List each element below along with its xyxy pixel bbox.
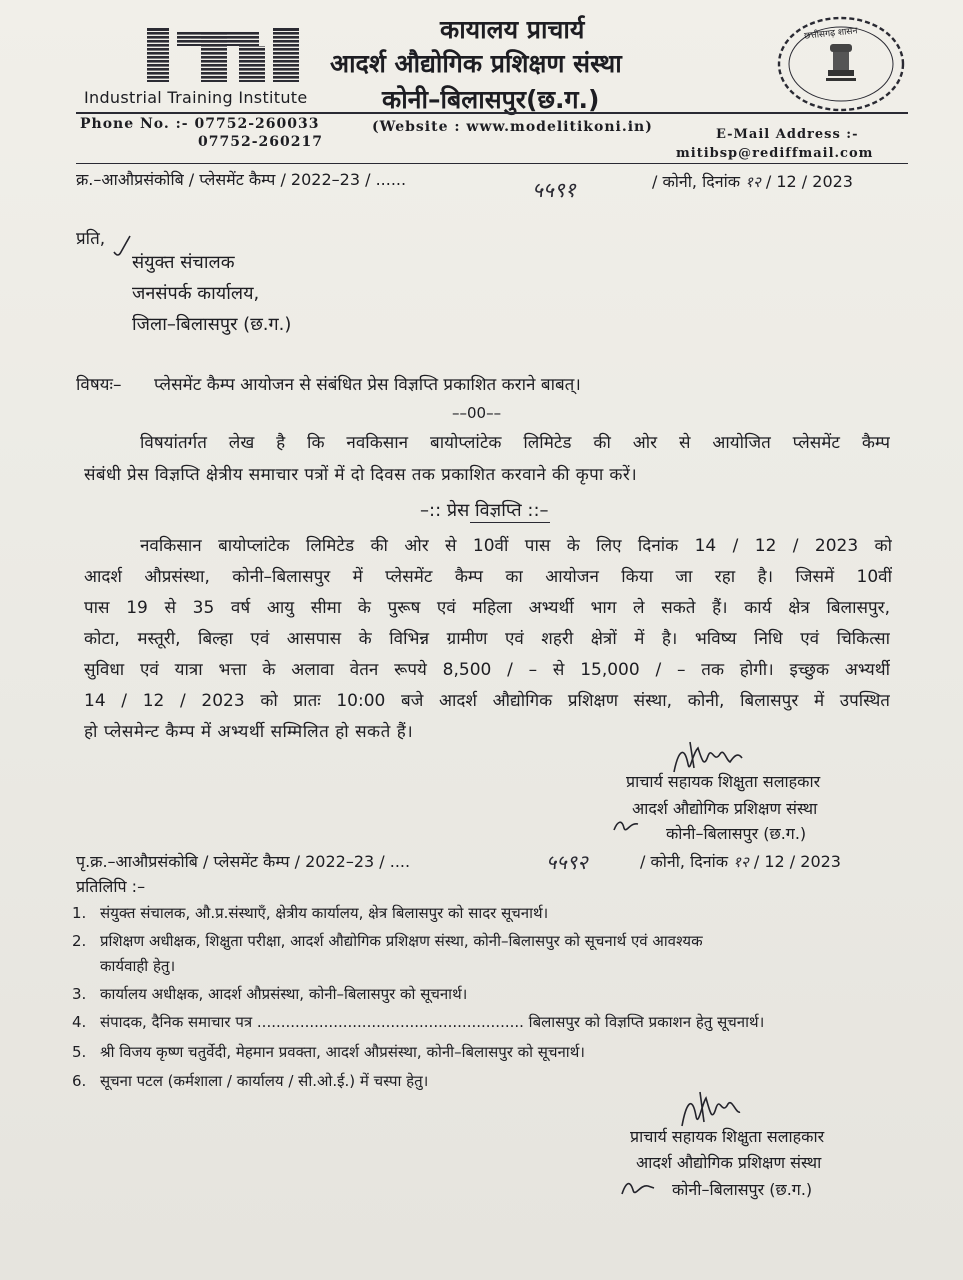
copy-item-3 [72,984,467,1004]
press-release-heading: –:: प्रेस विज्ञप्ति ::– [420,500,549,521]
copy-date-prefix: / कोनी, दिनांक [640,852,729,871]
email-label: E-Mail Address :- [716,127,859,142]
institute-location: कोनी–बिलासपुर(छ.ग.) [382,85,600,114]
copy-date-rest: / 12 / 2023 [753,852,841,871]
copy-reference-date [640,850,841,872]
date-day-handwritten: १२ [745,173,761,191]
copy-item-5 [72,1042,585,1062]
phone-number: Phone No. :- 07752-260033 [80,116,320,132]
press-line-4: कोटा, मस्तूरी, बिल्हा एवं आसपास के विभिन्न ग्रामीण एवं शहरी क्षेत्रों में है। भविष्य निधि एवं चिकित्सा [84,629,890,649]
website-link: (Website : www.modelitikoni.in) [372,119,653,135]
signatory-1-line-1: प्राचार्य सहायक शिक्षुता सलाहकार [626,772,821,791]
copy-to-label: प्रतिलिपि :– [76,877,146,896]
institute-name: आदर्श औद्योगिक प्रशिक्षण संस्था [330,49,622,78]
copy-item-text: संपादक, दैनिक समाचार पत्र ........................................................ बिलासपुर को विज्ञप्ति प्रकाशन हेतु सूचनार्थ। [100,1013,765,1031]
copy-item-2 [72,931,703,951]
copy-item-text: कार्यालय अधीक्षक, आदर्श औप्रसंस्था, कोनी–बिलासपुर को सूचनार्थ। [100,985,468,1003]
contact-rule [76,112,908,114]
subject-label: विषयः– [76,375,122,395]
copy-item-6 [72,1071,428,1091]
recipient-line-2: जनसंपर्क कार्यालय, [132,283,260,304]
subject-separator: ––00–– [452,404,502,422]
recipient-tick-mark [112,234,132,260]
handwritten-dispatch-number: ५५९१ [532,178,576,202]
body-line-1: विषयांतर्गत लेख है कि नवकिसान बायोप्लांटेक लिमिटेड की ओर से आयोजित प्लेसमेंट कैम्प [140,433,890,453]
recipient-prefix: प्रति, [76,229,106,249]
copy-item-number: 2. [72,932,87,950]
copy-item-number: 5. [72,1043,87,1061]
copy-item-number: 4. [72,1013,87,1031]
copy-item-4 [72,1012,764,1032]
government-seal [774,14,908,114]
body-line-2: संबंधी प्रेस विज्ञप्ति क्षेत्रीय समाचार पत्रों में दो दिवस तक प्रकाशित करवाने की कृपा करें। [84,465,638,485]
copy-reference-number: पृ.क्र.–आऔप्रसंकोबि / प्लेसमेंट कैम्प / 2022–23 / .... [76,852,411,871]
copy-handwritten-dispatch-number: ५५९२ [546,850,588,874]
press-heading-underline [470,522,550,523]
reference-number: क्र.–आऔप्रसंकोबि / प्लेसमेंट कैम्प / 2022–23 / ...... [76,170,407,189]
signatory-2-line-3: कोनी–बिलासपुर (छ.ग.) [672,1180,813,1199]
copy-item-number: 6. [72,1072,87,1090]
signatory-2-line-2: आदर्श औद्योगिक प्रशिक्षण संस्था [636,1153,822,1172]
office-title: कायालय प्राचार्य [440,15,585,44]
copy-item-text: श्री विजय कृष्ण चतुर्वेदी, मेहमान प्रवक्ता, आदर्श औप्रसंस्था, कोनी–बिलासपुर को सूचनार्थ। [100,1043,585,1061]
press-line-2: आदर्श औप्रसंस्था, कोनी–बिलासपुर में प्लेसमेंट कैम्प का आयोजन किया जा रहा है। जिसमें 10वीं [84,567,892,587]
copy-item-text: संयुक्त संचालक, औ.प्र.संस्थाएँ, क्षेत्रीय कार्यालय, क्षेत्र बिलासपुर को सादर सूचनार्थ। [100,904,549,922]
recipient-line-3: जिला–बिलासपुर (छ.ग.) [132,314,292,335]
reference-date [652,170,853,192]
iti-logo [145,28,305,86]
logo-caption: Industrial Training Institute [84,88,308,107]
copy-item-text: सूचना पटल (कर्मशाला / कार्यालय / सी.ओ.ई.) में चस्पा हेतु। [100,1072,429,1090]
press-line-3: पास 19 से 35 वर्ष आयु सीमा के पुरूष एवं महिला अभ्यर्थी भाग ले सकते हैं। कार्य क्षेत्र बिलासपुर, [84,598,890,618]
copy-date-day-handwritten: १२ [733,853,749,871]
copy-item-number: 3. [72,985,87,1003]
initial-mark-1 [612,816,642,836]
header-divider [76,163,908,164]
date-prefix: / कोनी, दिनांक [652,172,741,191]
seal-text: छत्तीसगढ़ शासन [803,26,859,42]
signatory-1-line-3: कोनी–बिलासपुर (छ.ग.) [666,824,807,843]
copy-item-2-continued: कार्यवाही हेतु। [100,957,176,975]
press-line-5: सुविधा एवं यात्रा भत्ता के अलावा वेतन रूपये 8,500 / – से 15,000 / – तक होगी। इच्छुक अभ्यर्थी [84,660,890,680]
press-line-7: हो प्लेसमेन्ट कैम्प में अभ्यर्थी सम्मिलित हो सकते हैं। [84,722,414,742]
copy-item-text: प्रशिक्षण अधीक्षक, शिक्षुता परीक्षा, आदर्श औद्योगिक प्रशिक्षण संस्था, कोनी–बिलासपुर को सूचनार्थ एवं आवश्यक [100,932,703,950]
copy-item-1 [72,903,548,923]
email-address: mitibsp@rediffmail.com [676,146,874,161]
date-rest: / 12 / 2023 [765,172,853,191]
subject-text: प्लेसमेंट कैम्प आयोजन से संबंधित प्रेस विज्ञप्ति प्रकाशित कराने बाबत्। [154,375,581,395]
recipient-line-1: संयुक्त संचालक [132,252,235,273]
press-line-1: नवकिसान बायोप्लांटेक लिमिटेड की ओर से 10वीं पास के लिए दिनांक 14 / 12 / 2023 को [140,536,892,556]
initial-mark-2 [620,1176,656,1200]
signatory-1-line-2: आदर्श औद्योगिक प्रशिक्षण संस्था [632,799,818,818]
phone-number-2: 07752-260217 [198,134,323,150]
signatory-2-line-1: प्राचार्य सहायक शिक्षुता सलाहकार [630,1127,825,1146]
copy-item-number: 1. [72,904,87,922]
press-line-6: 14 / 12 / 2023 को प्रातः 10:00 बजे आदर्श औद्योगिक प्रशिक्षण संस्था, कोनी, बिलासपुर में उपस्थित [84,691,890,711]
